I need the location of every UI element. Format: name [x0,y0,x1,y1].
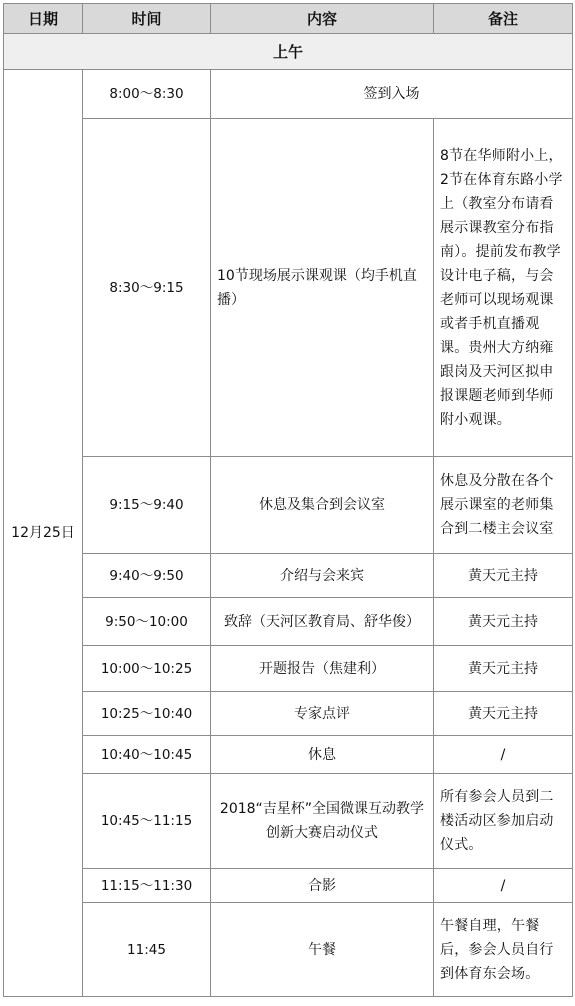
table-row [4,869,573,903]
table-row [4,598,573,646]
note-cell: 休息及分散在各个展示课室的老师集合到二楼主会议室 [434,457,573,554]
time-cell: 10:00～10:25 [83,646,211,692]
table-row [4,554,573,598]
table-row [4,774,573,869]
time-cell: 9:50～10:00 [83,598,211,646]
table-row [4,903,573,997]
date-cell: 12月25日 [4,70,83,997]
time-cell: 10:45～11:15 [83,774,211,869]
table-row [4,119,573,457]
header-time: 时间 [83,4,211,34]
time-cell: 10:25～10:40 [83,692,211,736]
time-cell: 9:40～9:50 [83,554,211,598]
header-date: 日期 [4,4,83,34]
note-cell: / [434,869,573,903]
schedule-table [3,3,573,997]
time-cell: 8:30～9:15 [83,119,211,457]
content-cell: 开题报告（焦建利） [211,646,434,692]
note-cell: 午餐自理，午餐后，参会人员自行到体育东会场。 [434,903,573,997]
section-title: 上午 [4,34,573,70]
note-cell: 黄天元主持 [434,554,573,598]
header-row [4,4,573,34]
time-cell: 8:00～8:30 [83,70,211,119]
header-note: 备注 [434,4,573,34]
note-cell: 黄天元主持 [434,692,573,736]
content-cell: 休息及集合到会议室 [211,457,434,554]
time-cell: 11:45 [83,903,211,997]
content-cell: 2018“吉星杯”全国微课互动教学创新大赛启动仪式 [211,774,434,869]
time-cell: 11:15～11:30 [83,869,211,903]
content-cell: 介绍与会来宾 [211,554,434,598]
note-cell: / [434,736,573,774]
note-cell: 黄天元主持 [434,598,573,646]
note-cell: 黄天元主持 [434,646,573,692]
time-cell: 9:15～9:40 [83,457,211,554]
content-cell: 专家点评 [211,692,434,736]
table-row [4,692,573,736]
content-cell: 致辞（天河区教育局、舒华俊） [211,598,434,646]
content-cell: 休息 [211,736,434,774]
table-row [4,736,573,774]
content-cell: 午餐 [211,903,434,997]
section-row [4,34,573,70]
content-cell: 合影 [211,869,434,903]
time-cell: 10:40～10:45 [83,736,211,774]
table-row [4,457,573,554]
note-cell: 所有参会人员到二楼活动区参加启动仪式。 [434,774,573,869]
content-cell: 签到入场 [211,70,573,119]
header-content: 内容 [211,4,434,34]
table-row [4,646,573,692]
content-cell: 10节现场展示课观课（均手机直播） [211,119,434,457]
table-row [4,70,573,119]
note-cell: 8节在华师附小上，2节在体育东路小学上（教室分布请看展示课教室分布指南）。提前发布教学设计电子稿，与会老师可以现场观课或者手机直播观课。贵州大方纳雍跟岗及天河区拟申报课题老师到华师附小观课。 [434,119,573,457]
